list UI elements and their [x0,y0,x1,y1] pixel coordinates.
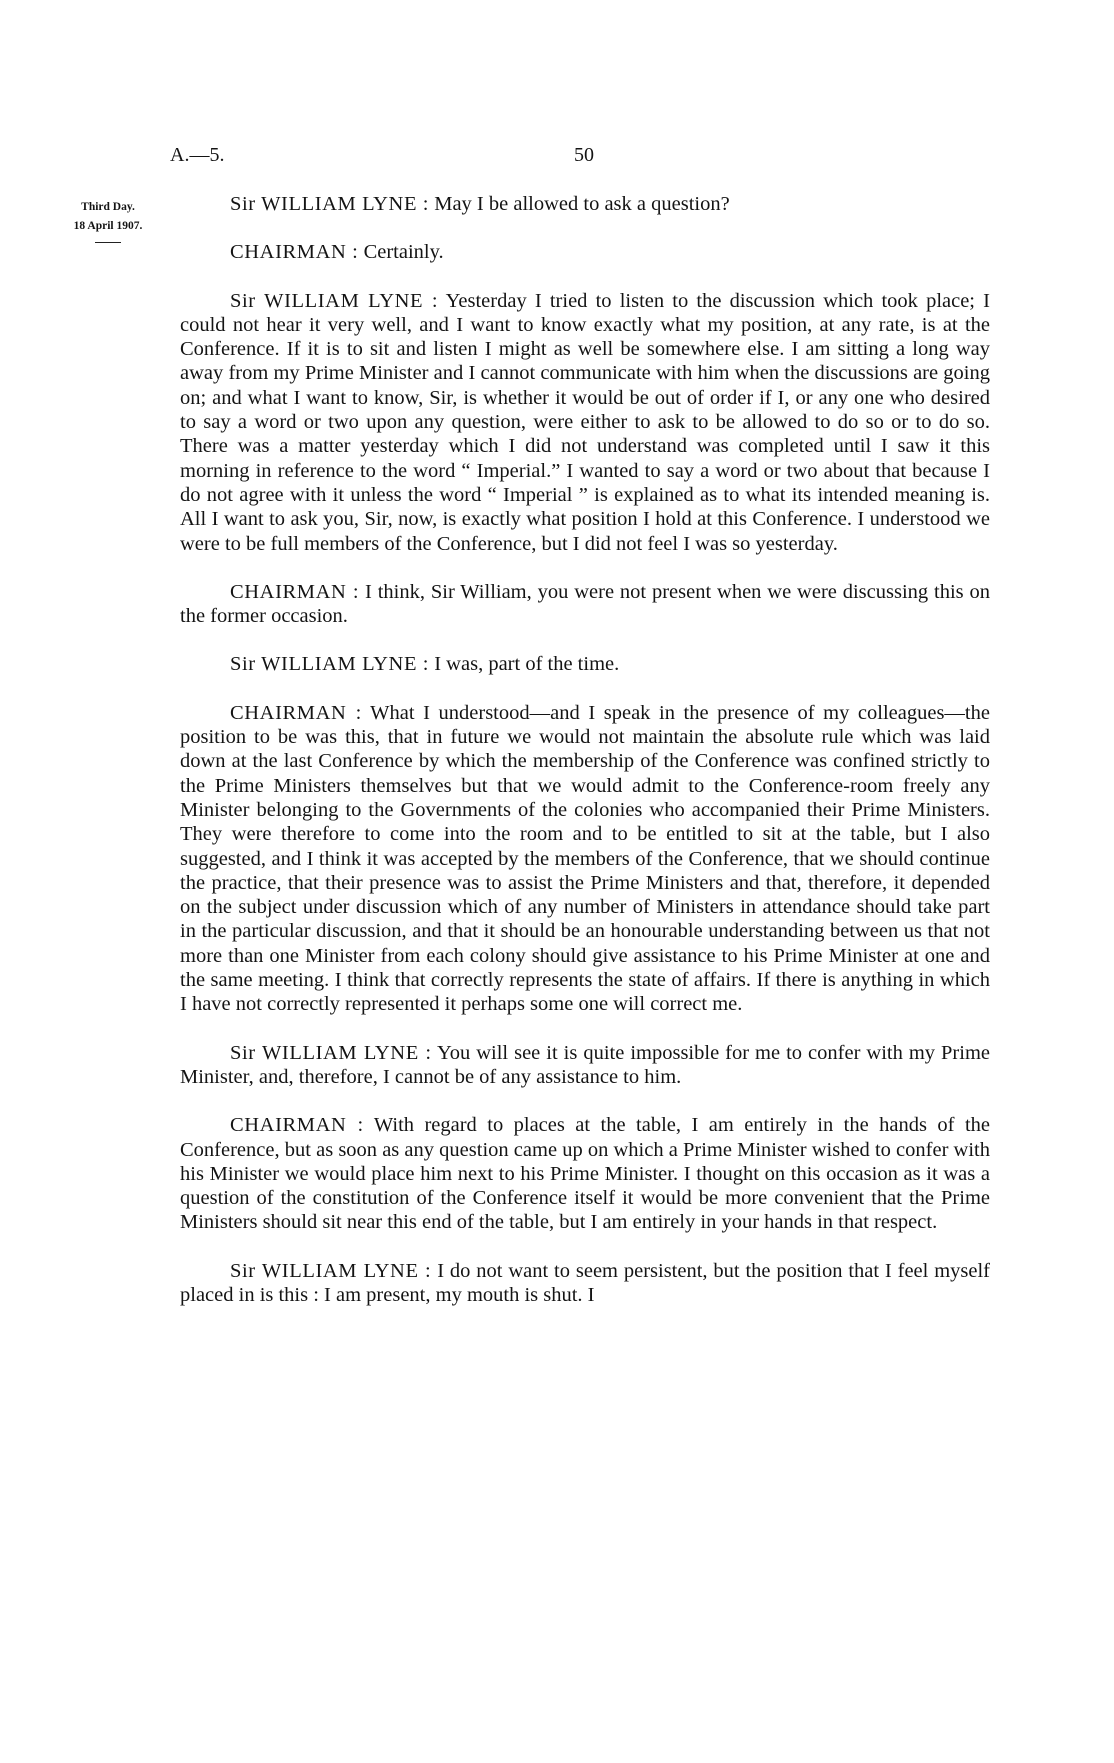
speech-text: May I be allowed to ask a question? [429,193,730,215]
speaker-name: Sir WILLIAM LYNE : [230,653,430,676]
speaker-name: Sir WILLIAM LYNE : [230,1259,432,1282]
speech-text: What I understood—and I speak in the presence of my colleagues—the position to be was this, that in future we would not maintain the absolute rule which was laid down at the last Conference by which the membership of the Conference was confined strictly to the Prime Ministers themselves but that we would admit to the Conference-room freely any Minister belonging to the Governments of the colonies who accompanied their Prime Ministers. They were therefore to come into the room and to be entitled to sit at the table, but I also suggested, and I think it was accepted by the members of the Conference, that we should continue the practice, that their presence was to assist the Prime Ministers and that, therefore, it depended on the subject under discussion which of any number of Ministers in attendance should take part in the particular discussion, and that it should be an honourable understanding between us that not more than one Minister from each colony should give assistance to his Prime Minister at one and the same meeting. I think that correctly represents the state of affairs. If there is anything in which I have not correctly represented it perhaps some one will correct me. [180,701,990,1016]
transcript-paragraph [180,1259,990,1308]
transcript-body [180,192,990,1331]
speech-text: Yesterday I tried to listen to the discussion which took place; I could not hear it very well, and I want to know exactly what my position, at any rate, is at the Conference. If it is to sit and listen I might as well be somewhere else. I am sitting a long way away from my Prime Minister and I cannot communicate with him when the discussions are going on; and what I want to know, Sir, is whether it would be out of order if I, or any one who desired to say a word or two upon any question, were either to ask to be allowed to do so or to do so. There was a matter yesterday which I did not understand was completed until I saw it this morning in reference to the word “ Imperial.” I wanted to say a word or two about that because I do not agree with it unless the word “ Imperial ” is explained as to what its intended meaning is. All I want to ask you, Sir, now, is exactly what position I hold at this Conference. I understood we were to be full members of the Conference, but I did not feel I was so yesterday. [180,289,990,555]
speaker-name: CHAIRMAN : [230,1114,364,1137]
page-header [170,144,990,170]
transcript-paragraph [180,192,990,216]
page-number: 50 [574,144,594,166]
speaker-name: CHAIRMAN : [230,580,360,603]
transcript-paragraph [180,1113,990,1234]
document-reference: A.—5. [170,144,225,166]
speech-text: I think, Sir William, you were not present when we were discussing this on the former occasion. [180,580,990,628]
speaker-name: CHAIRMAN : [230,241,359,264]
speaker-name: CHAIRMAN : [230,701,362,724]
speech-text: Certainly. [358,241,444,264]
margin-note-rule [95,242,121,243]
margin-note-date: 18 April 1907. [73,220,143,232]
margin-note-day: Third Day. [81,201,135,213]
transcript-paragraph [180,652,990,676]
transcript-paragraph [180,1041,990,1090]
speaker-name: Sir WILLIAM LYNE : [230,193,430,215]
speech-text: I do not want to seem persistent, but the position that I feel myself placed in is this : I am present, my mouth is shut. I [180,1259,991,1306]
transcript-paragraph [180,240,990,264]
margin-note [52,198,164,243]
transcript-paragraph [180,701,990,1017]
speaker-name: Sir WILLIAM LYNE : [230,1041,432,1064]
speaker-name: Sir WILLIAM LYNE : [230,289,439,312]
transcript-paragraph [180,580,990,629]
transcript-paragraph [180,289,990,556]
speech-text: With regard to places at the table, I am entirely in the hands of the Conference, but as soon as any question came up on which a Prime Minister wished to confer with his Minister we would place him next to his Prime Minister. I thought on this occasion as it was a question of the constitution of the Conference itself it would be more convenient that the Prime Ministers should sit near this end of the table, but I am entirely in your hands in that respect. [180,1114,990,1234]
speech-text: I was, part of the time. [429,653,620,676]
speech-text: You will see it is quite impossible for me to confer with my Prime Minister, and, therefore, I cannot be of any assistance to him. [180,1041,990,1088]
